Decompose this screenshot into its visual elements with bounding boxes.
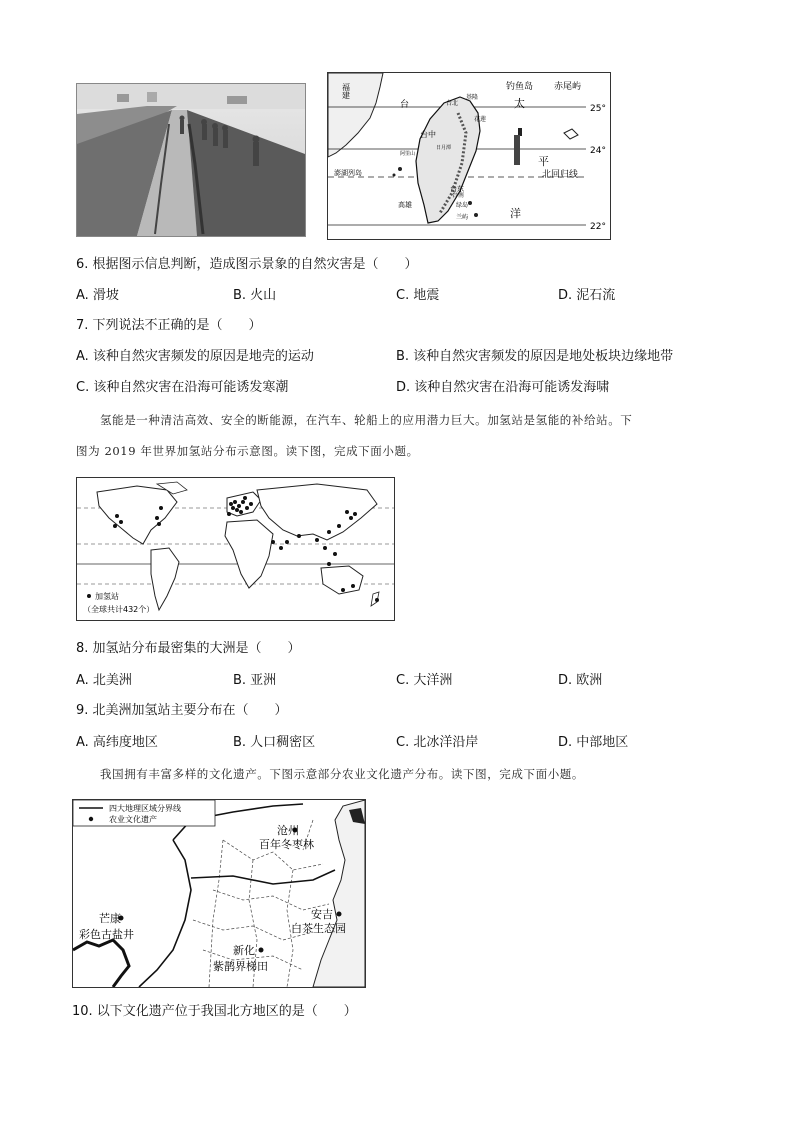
site-cangzhou-name: 百年冬枣林 bbox=[259, 838, 314, 851]
label-alishan: 阿里山 bbox=[400, 151, 416, 157]
taiwan-map-svg bbox=[328, 73, 610, 239]
label-hualien: 花莲 bbox=[474, 116, 487, 123]
q8-option-b[interactable]: B. 亚洲 bbox=[233, 673, 277, 688]
label-keelung: 基隆 bbox=[466, 94, 479, 101]
legend-station-total: （全球共计432个） bbox=[83, 605, 155, 614]
q7-option-b[interactable]: B. 该种自然灾害频发的原因是地处板块边缘地带 bbox=[396, 349, 674, 364]
question-7-stem: 7. 下列说法不正确的是（ ） bbox=[76, 318, 262, 333]
label-diaoyu: 钓鱼岛 bbox=[506, 82, 534, 92]
q9-option-a[interactable]: A. 高纬度地区 bbox=[76, 735, 158, 750]
label-taiwan: 台 bbox=[400, 100, 410, 110]
label-tai: 太 bbox=[514, 97, 525, 110]
q6-option-c[interactable]: C. 地震 bbox=[396, 288, 440, 303]
site-mangkang-place: 芒康 bbox=[99, 912, 121, 925]
q6-option-a[interactable]: A. 滑坡 bbox=[76, 288, 119, 303]
world-hydrogen-map bbox=[76, 477, 395, 621]
label-taipei: 台北 bbox=[446, 100, 459, 107]
label-lat-24: 24° bbox=[590, 146, 606, 156]
passage-1-line-1: 氢能是一种清洁高效、安全的断能源，在汽车、轮船上的应用潜力巨大。加氢站是氢能的补给站。下 bbox=[100, 413, 633, 427]
site-xinhua-dot bbox=[259, 948, 264, 953]
label-lanyu: 兰屿 bbox=[456, 214, 469, 221]
q8-option-c[interactable]: C. 大洋洲 bbox=[396, 673, 453, 688]
q7-option-a[interactable]: A. 该种自然灾害频发的原因是地壳的运动 bbox=[76, 349, 314, 364]
legend-site-label: 农业文化遗产 bbox=[109, 815, 157, 824]
south-america-shape bbox=[151, 548, 179, 610]
site-cangzhou-place: 沧州 bbox=[277, 824, 299, 837]
china-map-svg bbox=[73, 800, 365, 987]
site-anji-dot bbox=[337, 912, 342, 917]
taiwan-map bbox=[327, 72, 611, 240]
q9-option-d[interactable]: D. 中部地区 bbox=[558, 735, 629, 750]
question-9-stem: 9. 北美洲加氢站主要分布在（ ） bbox=[76, 703, 288, 718]
label-lvdao: 绿岛 bbox=[456, 202, 469, 209]
question-8-stem: 8. 加氢站分布最密集的大洲是（ ） bbox=[76, 641, 301, 656]
legend-station-dot bbox=[87, 594, 91, 598]
label-lat-25: 25° bbox=[590, 104, 606, 114]
site-anji-name: 白茶生态园 bbox=[291, 922, 346, 935]
road-photo-illustration bbox=[77, 84, 305, 236]
label-taitung: 台东 bbox=[450, 185, 464, 193]
question-6-stem: 6. 根据图示信息判断，造成图示景象的自然灾害是（ ） bbox=[76, 257, 418, 272]
q8-option-d[interactable]: D. 欧洲 bbox=[558, 673, 603, 688]
label-lat-22: 22° bbox=[590, 222, 606, 232]
legend-site-dot bbox=[89, 817, 93, 821]
legend-station-label: 加氢站 bbox=[95, 592, 119, 601]
africa-shape bbox=[225, 520, 273, 588]
label-chiwei: 赤尾屿 bbox=[554, 82, 582, 92]
passage-1-line-2: 图为 2019 年世界加氢站分布示意图。读下图，完成下面小题。 bbox=[76, 444, 419, 458]
north-america-shape bbox=[97, 486, 177, 544]
site-xinhua-name: 紫鹊界梯田 bbox=[213, 960, 268, 973]
q6-option-b[interactable]: B. 火山 bbox=[233, 288, 277, 303]
label-fujian-1: 福建 bbox=[341, 83, 351, 99]
label-tropic: 北回归线 bbox=[542, 170, 579, 180]
passage-2-line-1: 我国拥有丰富多样的文化遗产。下图示意部分农业文化遗产分布。读下图，完成下面小题。 bbox=[100, 767, 584, 781]
q9-option-b[interactable]: B. 人口稠密区 bbox=[233, 735, 316, 750]
q7-option-c[interactable]: C. 该种自然灾害在沿海可能诱发寒潮 bbox=[76, 380, 289, 395]
legend-boundary-label: 四大地理区域分界线 bbox=[109, 804, 181, 813]
label-yang: 洋 bbox=[510, 207, 521, 220]
q6-option-d[interactable]: D. 泥石流 bbox=[558, 288, 616, 303]
label-taichung: 台中 bbox=[420, 130, 436, 139]
label-kaohsiung: 高雄 bbox=[398, 201, 412, 209]
asia-shape bbox=[257, 484, 377, 540]
china-heritage-map bbox=[72, 799, 366, 988]
world-map-svg bbox=[77, 478, 394, 620]
q9-option-c[interactable]: C. 北冰洋沿岸 bbox=[396, 735, 479, 750]
site-mangkang-name: 彩色古盐井 bbox=[79, 928, 134, 941]
label-ping: 平 bbox=[538, 155, 549, 168]
road-damage-photo bbox=[76, 83, 306, 237]
site-xinhua-place: 新化 bbox=[233, 944, 255, 957]
q8-option-a[interactable]: A. 北美洲 bbox=[76, 673, 132, 688]
question-10-stem: 10. 以下文化遗产位于我国北方地区的是（ ） bbox=[72, 1004, 357, 1019]
label-penghu: 澎湖列岛 bbox=[334, 169, 362, 177]
label-tainan: 台南 bbox=[452, 192, 465, 199]
q7-option-d[interactable]: D. 该种自然灾害在沿海可能诱发海啸 bbox=[396, 380, 610, 395]
label-riyuetan: 日月潭 bbox=[436, 145, 452, 151]
site-anji-place: 安吉 bbox=[311, 908, 333, 921]
